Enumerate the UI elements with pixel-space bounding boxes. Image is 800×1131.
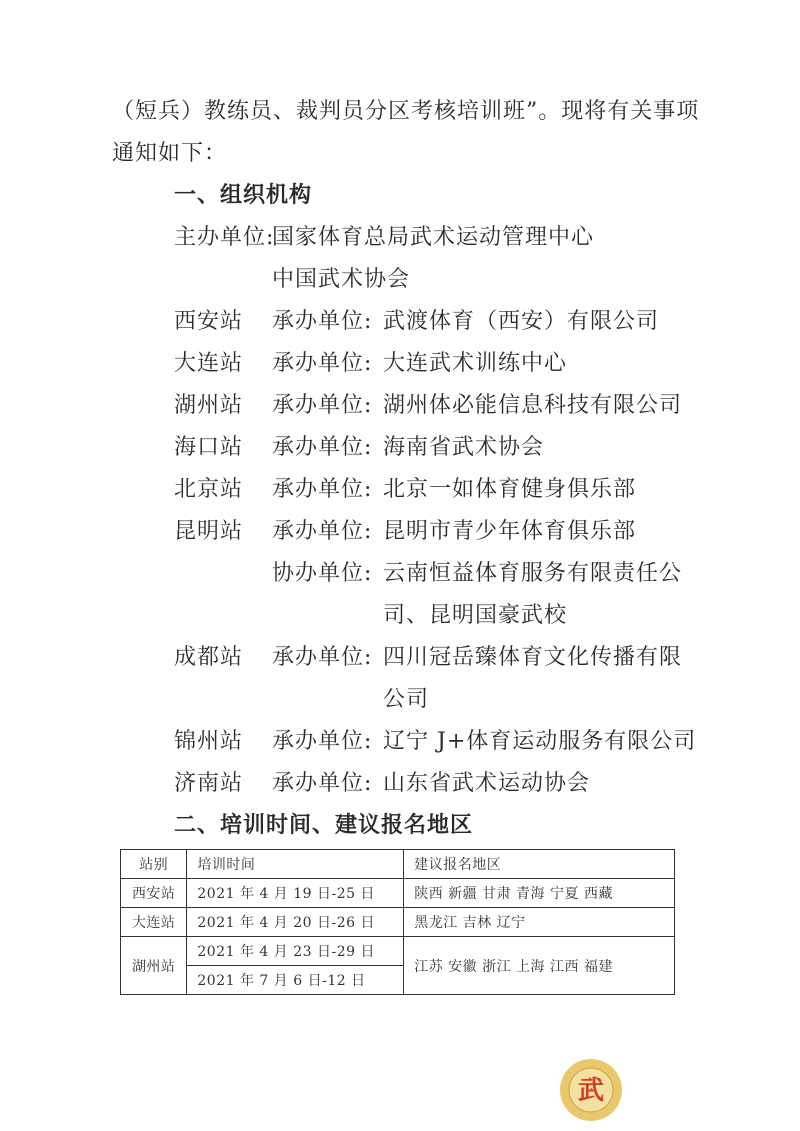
station-org: 昆明市青少年体育俱乐部 <box>383 519 637 544</box>
table-row <box>121 937 675 966</box>
station-org: 山东省武术运动协会 <box>383 771 591 796</box>
station-role: 承办单位: <box>272 771 373 796</box>
station-name: 西安站 <box>174 309 244 334</box>
station-name: 济南站 <box>174 771 244 796</box>
table-header-row <box>121 850 675 879</box>
date-cell: 2021 年 4 月 23 日-29 日 <box>187 937 404 966</box>
station-name: 昆明站 <box>174 519 244 544</box>
region-cell: 黑龙江 吉林 辽宁 <box>404 908 675 937</box>
station-org: 云南恒益体育服务有限责任公 <box>383 561 683 586</box>
host-org-1: 国家体育总局武术运动管理中心 <box>272 225 595 250</box>
station-role: 承办单位: <box>272 729 373 754</box>
header-cell: 培训时间 <box>187 850 404 879</box>
intro-line-1: （短兵）教练员、裁判员分区考核培训班”。现将有关事项 <box>112 99 700 124</box>
station-org: 北京一如体育健身俱乐部 <box>383 477 637 502</box>
station-org: 湖州体必能信息科技有限公司 <box>383 393 683 418</box>
station-name: 大连站 <box>174 351 244 376</box>
station-org-continued: 公司 <box>383 687 430 712</box>
station-role: 承办单位: <box>272 477 373 502</box>
date-cell: 2021 年 4 月 20 日-26 日 <box>187 908 404 937</box>
station-role: 协办单位: <box>272 561 373 586</box>
table-row <box>121 908 675 937</box>
station-name: 北京站 <box>174 477 244 502</box>
date-cell: 2021 年 7 月 6 日-12 日 <box>187 966 404 995</box>
station-name: 湖州站 <box>174 393 244 418</box>
table-row <box>121 879 675 908</box>
station-name: 成都站 <box>174 645 244 670</box>
station-role: 承办单位: <box>272 435 373 460</box>
station-org: 大连武术训练中心 <box>383 351 568 376</box>
station-org: 四川冠岳臻体育文化传播有限 <box>383 645 683 670</box>
station-org-continued: 司、昆明国豪武校 <box>383 603 568 628</box>
header-cell: 建议报名地区 <box>404 850 675 879</box>
region-cell: 江苏 安徽 浙江 上海 江西 福建 <box>404 937 675 995</box>
station-name: 海口站 <box>174 435 244 460</box>
station-org: 辽宁 J+体育运动服务有限公司 <box>383 729 697 754</box>
section-1-heading: 一、组织机构 <box>174 183 313 208</box>
region-cell: 陕西 新疆 甘肃 青海 宁夏 西藏 <box>404 879 675 908</box>
date-cell: 2021 年 4 月 19 日-25 日 <box>187 879 404 908</box>
station-role: 承办单位: <box>272 519 373 544</box>
station-cell: 西安站 <box>121 879 187 908</box>
host-org-2: 中国武术协会 <box>272 267 411 292</box>
station-role: 承办单位: <box>272 351 373 376</box>
station-org: 海南省武术协会 <box>383 435 545 460</box>
section-2-heading: 二、培训时间、建议报名地区 <box>174 813 474 838</box>
station-name: 锦州站 <box>174 729 244 754</box>
station-cell: 大连站 <box>121 908 187 937</box>
station-role: 承办单位: <box>272 645 373 670</box>
host-label: 主办单位: <box>174 225 275 250</box>
intro-line-2: 通知如下： <box>112 141 228 166</box>
association-seal-logo <box>558 1057 624 1123</box>
station-org: 武渡体育（西安）有限公司 <box>383 309 660 334</box>
station-role: 承办单位: <box>272 393 373 418</box>
seal-glyph: 武 <box>577 1076 605 1106</box>
station-role: 承办单位: <box>272 309 373 334</box>
schedule-table <box>120 849 675 995</box>
header-cell: 站别 <box>121 850 187 879</box>
station-cell: 湖州站 <box>121 937 187 995</box>
